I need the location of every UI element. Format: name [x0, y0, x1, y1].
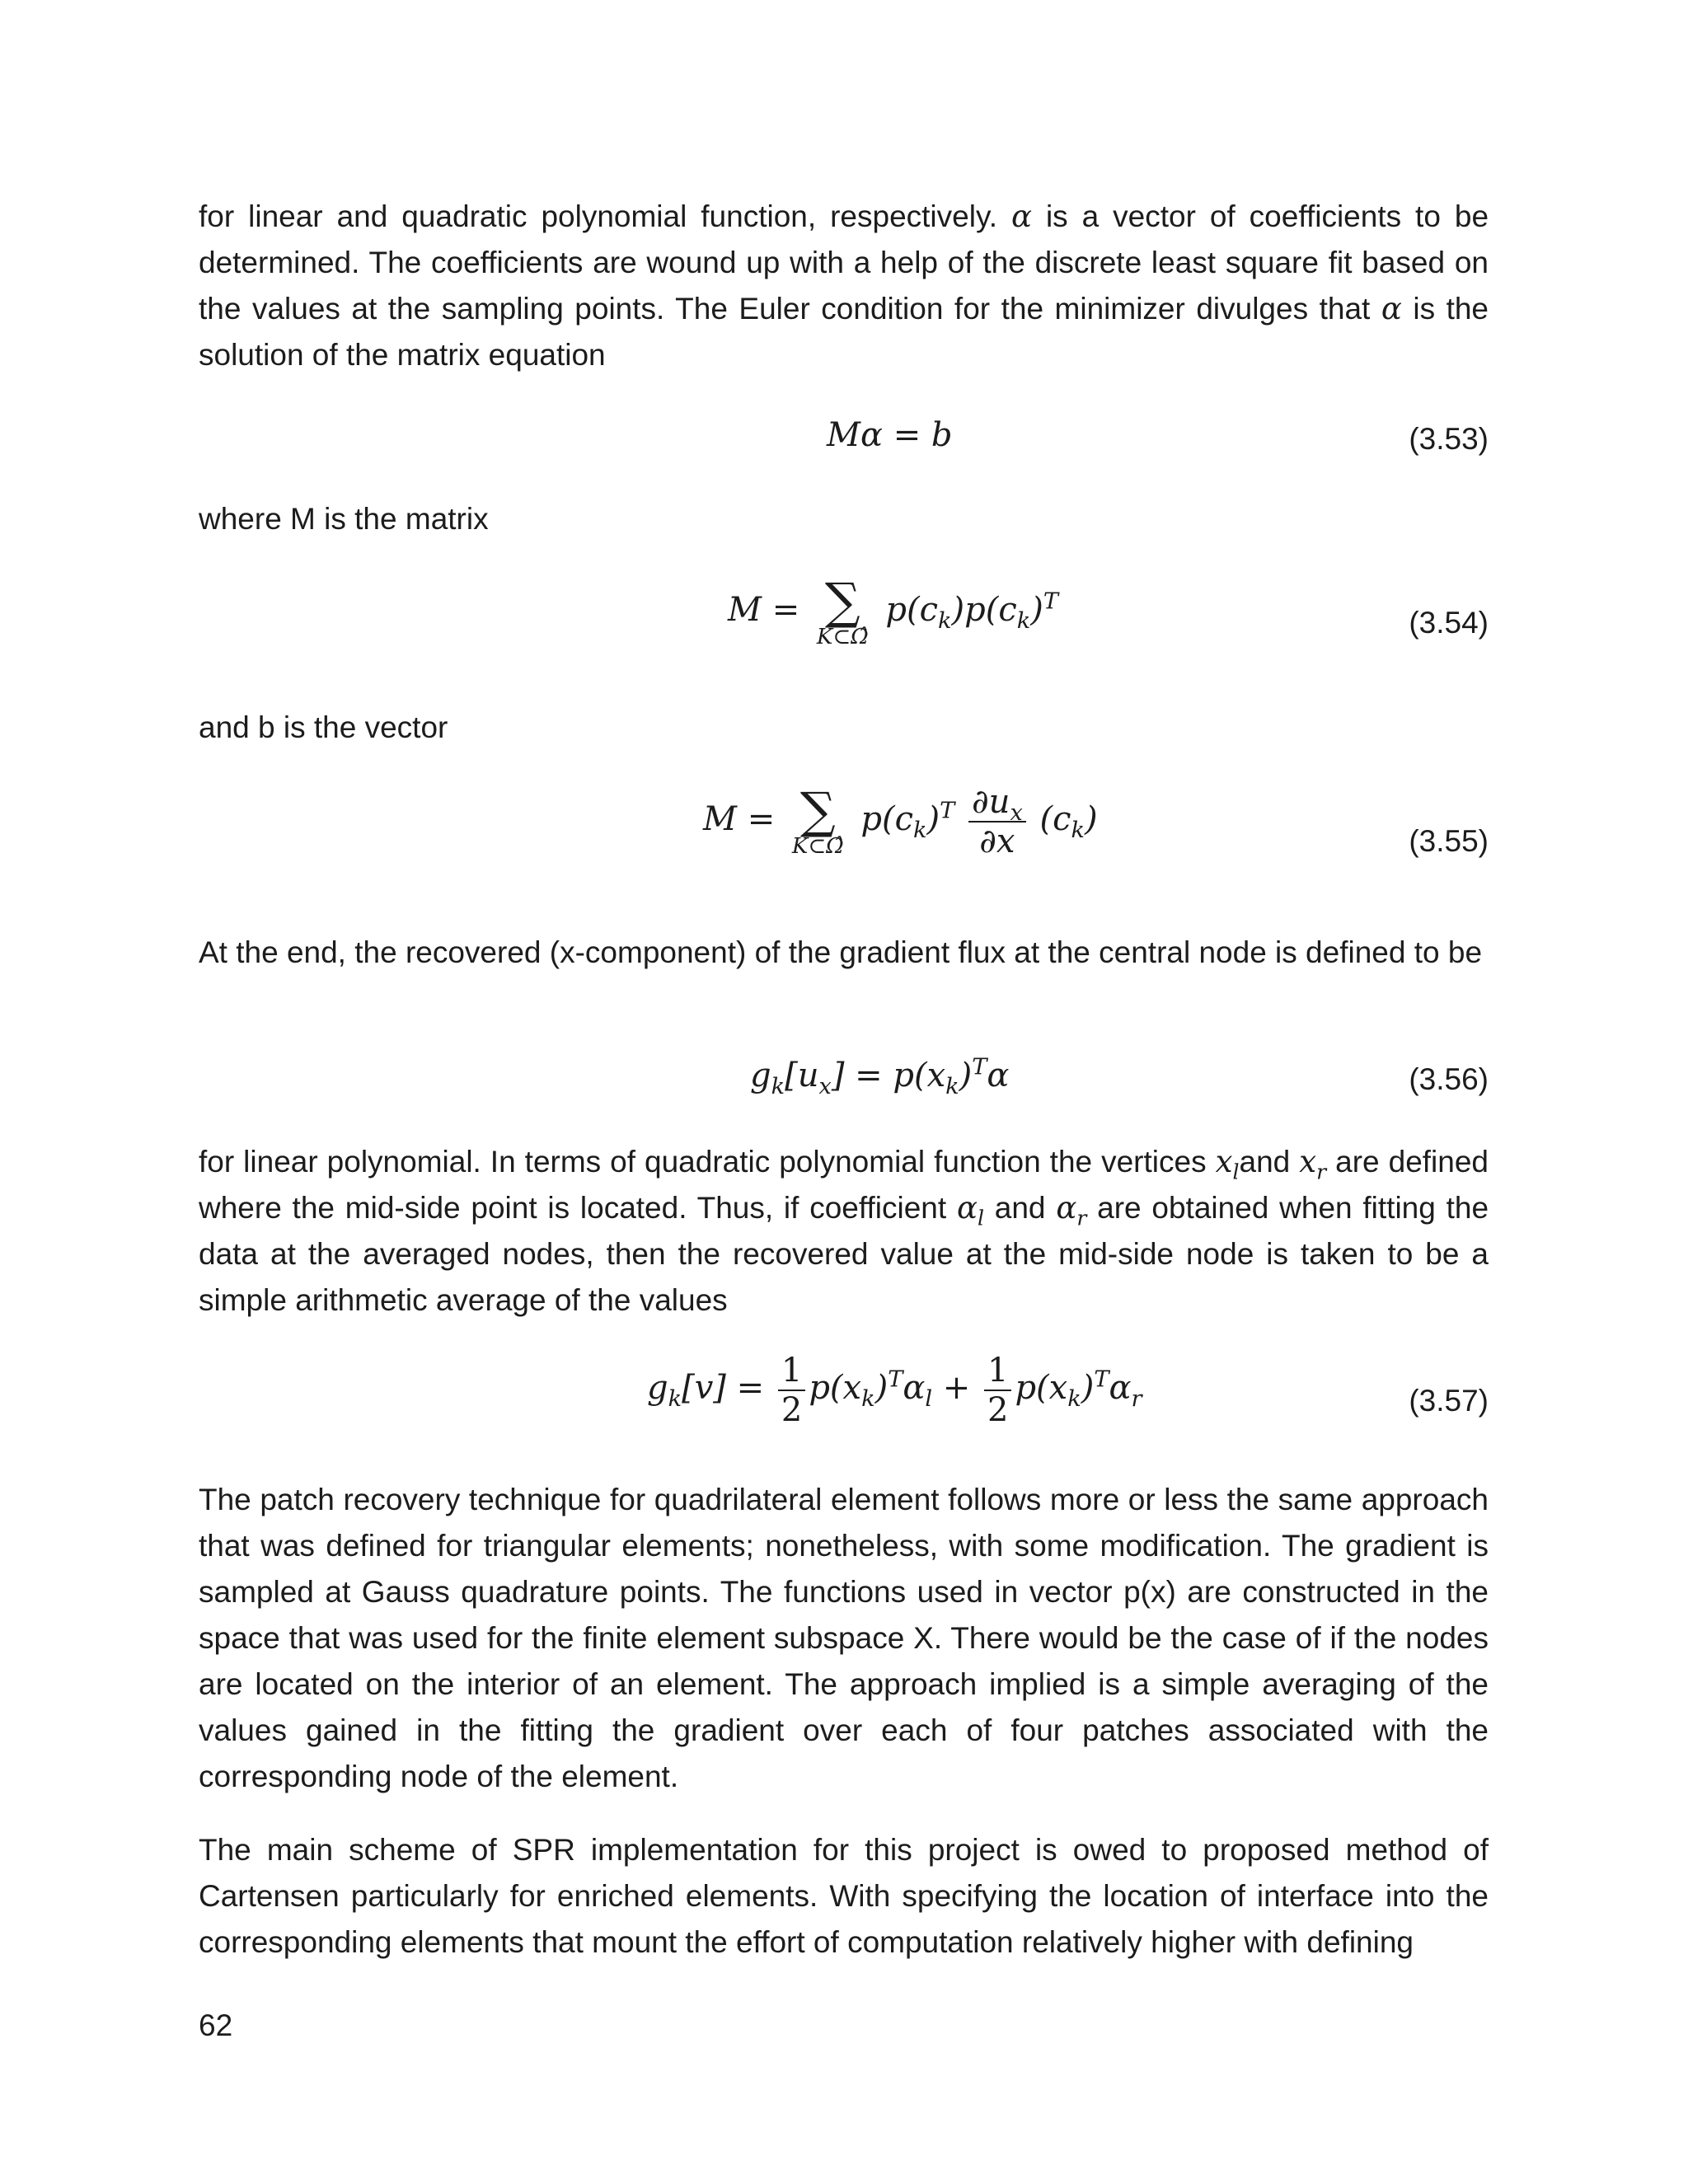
equation-number-3-56: (3.56) [1409, 1062, 1489, 1096]
eq-sub: k [945, 1074, 959, 1099]
eq-term: )p(c [951, 591, 1017, 629]
equation-number-3-53: (3.53) [1409, 422, 1489, 456]
eq-sub: k [1067, 1386, 1081, 1412]
equation-number-3-57: (3.57) [1409, 1384, 1489, 1418]
eq-sub: k [1016, 608, 1031, 634]
equation-number-3-54: (3.54) [1409, 606, 1489, 640]
text-span: and [1239, 1145, 1291, 1179]
eq-sub: l [925, 1386, 933, 1412]
fraction-half [778, 1352, 805, 1429]
math-x: x [1299, 1144, 1317, 1179]
frac-numerator: 1 [778, 1352, 805, 1391]
eq-sup: T [972, 1054, 987, 1080]
eq-sup: T [1043, 588, 1058, 615]
eq-sub: k [771, 1074, 785, 1099]
math-alpha: α [1056, 1190, 1077, 1226]
summation: ∑ K⊂Ω̂ [791, 782, 844, 859]
eq-sub: r [1316, 1160, 1327, 1184]
eq-term: ] [831, 1057, 845, 1094]
eq-lhs: M [703, 800, 737, 838]
paragraph-intro [199, 194, 1489, 378]
eq-sub: k [913, 818, 927, 843]
paragraph-vector-b: and b is the vector [199, 710, 448, 744]
eq-sub: l [1232, 1160, 1240, 1184]
paragraph-recovered-flux: At the end, the recovered (x-component) of the gradient flux at the central node is defined to be [199, 935, 1483, 969]
eq-term: ) [874, 1369, 889, 1407]
math-alpha: α [956, 1190, 978, 1226]
eq-sub: k [938, 608, 952, 634]
frac-numerator: 1 [984, 1352, 1011, 1391]
paragraph-matrix-m: where M is the matrix [199, 502, 489, 536]
text-span: is a vector of coefficients to be determined. The coefficients are wound up with a help of the discrete least square fit based on the values at the sampling points. The Euler condition for the minimizer divulges that [199, 199, 1489, 326]
eq-term: p(c [860, 800, 914, 838]
equation-3-55: M = ∑ K⊂Ω̂ $p(c_k)^T$ $\frac{\partial u_x}{\partial x}$ $(c_k)$ [703, 782, 1098, 860]
eq-term: (c [1039, 800, 1071, 838]
summation: ∑ K⊂Ω̂ [816, 573, 869, 649]
eq-term: p(x [893, 1057, 946, 1094]
eq-sub: k [861, 1386, 875, 1412]
paragraph-quadrilateral: The patch recovery technique for quadrilateral element follows more or less the same approach that was defined for triangular elements; nonetheless, with some modification. The gradient is sampled at Gauss quadrature points. The functions used in vector p(x) are constructed in the space that was used for the finite element subspace X. There would be the case of if the nodes are located on the interior of an element. The approach implied is a simple averaging of the values gained in the fitting the gradient over each of four patches associated with the corresponding node of the element. [199, 1483, 1489, 1793]
eq-term: p(c [885, 591, 939, 629]
page-number: 62 [199, 2008, 233, 2042]
eq-term: ) [926, 800, 940, 838]
eq-term: ) [1085, 800, 1098, 838]
sum-index: K⊂Ω̂ [816, 625, 869, 649]
eq-sub: x [818, 1074, 832, 1099]
frac-denominator: 2 [781, 1391, 803, 1429]
eq-term: α [987, 1057, 1010, 1094]
eq-term: ) [959, 1057, 973, 1094]
fraction [968, 783, 1026, 860]
text-span: are obtained when fitting the data at the averaged nodes, then the recovered value at the mid-side node is taken to be a simple arithmetic average of the values [199, 1191, 1489, 1317]
eq-rhs: b [931, 416, 953, 454]
frac-numerator: ∂u [971, 783, 1010, 821]
math-alpha: α [1010, 199, 1032, 234]
eq-sub: x [1010, 800, 1023, 826]
eq-lhs: g [647, 1369, 668, 1407]
eq-sub: k [668, 1386, 682, 1412]
equation-3-56: $g_k[u_x] = p(x_k)^T\alpha$ [750, 1054, 1010, 1099]
eq-term: ) [1081, 1369, 1095, 1407]
eq-term: α [1109, 1369, 1132, 1407]
frac-denominator: 2 [987, 1391, 1009, 1429]
eq-term: ) [1030, 591, 1043, 629]
eq-sub: l [977, 1206, 984, 1230]
eq-sub: r [1131, 1386, 1142, 1412]
paragraph-spr-scheme: The main scheme of SPR implementation for this project is owed to proposed method of Cartensen particularly for enriched elements. With specifying the location of interface into the corresponding elements that mount the effort of computation relatively higher with defining [199, 1833, 1489, 1959]
text-span: is the solution of the matrix equation [199, 292, 1489, 372]
eq-lhs: Mα [827, 416, 883, 454]
eq-plus: + [942, 1369, 971, 1407]
text-span: are defined where the mid-side point is located. Thus, if coefficient [199, 1145, 1489, 1225]
eq-sup: T [1094, 1366, 1109, 1393]
equation-3-53: Mα = b [827, 416, 953, 454]
eq-sup: T [940, 798, 955, 824]
eq-sub: r [1076, 1206, 1087, 1230]
eq-term: [u [785, 1057, 819, 1094]
eq-sub: k [1071, 818, 1085, 843]
eq-sup: T [888, 1366, 903, 1393]
equation-number-3-55: (3.55) [1409, 824, 1489, 858]
eq-term: [v] [682, 1369, 726, 1407]
eq-term: p(x [809, 1369, 862, 1407]
math-x: x [1215, 1144, 1233, 1179]
text-span: for linear and quadratic polynomial function, respectively. [199, 199, 997, 233]
fraction-half [984, 1352, 1011, 1429]
math-alpha: α [1381, 291, 1402, 326]
eq-lhs: g [750, 1057, 771, 1094]
eq-term: α [903, 1369, 926, 1407]
equation-3-54: M = ∑ K⊂Ω̂ $p(c_k)p(c_k)^T$ [728, 573, 1058, 649]
sum-index: K⊂Ω̂ [791, 834, 844, 859]
eq-term: p(x [1015, 1369, 1068, 1407]
frac-denominator: ∂x [979, 823, 1015, 860]
paragraph-quadratic [199, 1139, 1489, 1324]
text-span: for linear polynomial. In terms of quadratic polynomial function the vertices [199, 1145, 1207, 1179]
eq-lhs: M [728, 591, 762, 629]
text-span: and [994, 1191, 1046, 1225]
equation-3-57: $g_k[v]$ = $\frac{1}{2}$ $p(x_k)^T\alpha_l$ + $\frac{1}{2}$ $p(x_k)^T\alpha_r$ [647, 1352, 1142, 1429]
